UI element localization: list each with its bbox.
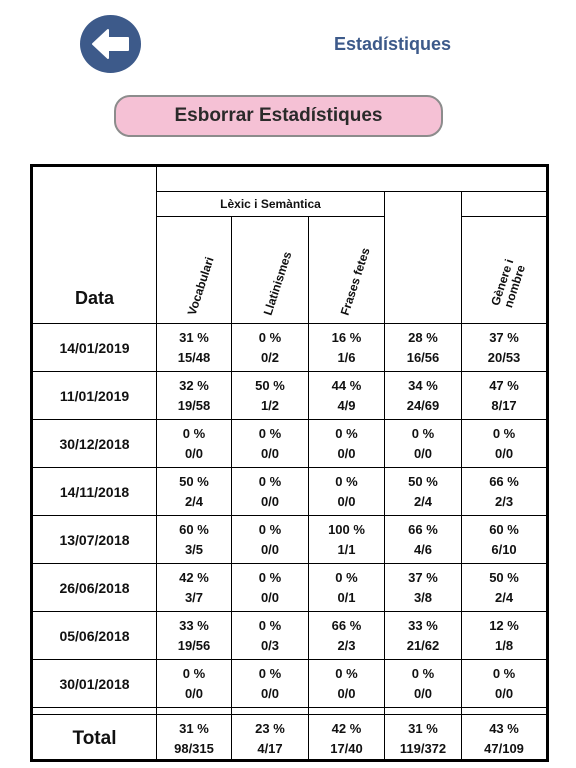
stat-percent: 60 % [489, 521, 519, 537]
stat-ratio: 1/2 [260, 397, 280, 413]
stat-cell [462, 516, 548, 564]
total-cell [157, 715, 232, 761]
stat-ratio: 20/53 [487, 349, 521, 365]
stat-percent: 60 % [179, 521, 209, 537]
row-date: 14/11/2018 [32, 468, 157, 516]
stat-ratio: 2/3 [494, 493, 514, 509]
stat-cell [232, 324, 309, 372]
stat-percent: 0 % [182, 425, 206, 441]
table-row [32, 516, 548, 564]
stat-percent: 0 % [492, 425, 516, 441]
stat-percent: 31 % [179, 329, 209, 345]
stat-ratio: 3/5 [184, 541, 204, 557]
stat-ratio: 0/0 [184, 445, 204, 461]
stat-percent: 47 % [489, 377, 519, 393]
column-header-3 [309, 217, 385, 324]
stat-ratio: 2/4 [413, 493, 433, 509]
column-header-label: Vocabulari [184, 255, 217, 317]
stat-percent: 28 % [408, 329, 438, 345]
stat-percent: 44 % [331, 377, 362, 393]
stat-percent: 33 % [408, 617, 438, 633]
column-header-4 [385, 217, 462, 324]
stat-ratio: 3/8 [413, 589, 433, 605]
stat-cell [309, 372, 385, 420]
table-row [32, 420, 548, 468]
spacer-cell [157, 708, 232, 715]
stat-cell [309, 516, 385, 564]
table-row [32, 660, 548, 708]
column-header-5 [462, 217, 548, 324]
stat-ratio: 4/6 [413, 541, 433, 557]
stat-ratio: 0/0 [260, 685, 280, 701]
total-ratio: 119/372 [399, 741, 447, 756]
stat-percent: 66 % [331, 617, 362, 633]
total-row [32, 715, 548, 761]
stat-percent: 0 % [258, 665, 282, 681]
stat-cell [157, 372, 232, 420]
spacer-cell [232, 708, 309, 715]
stat-percent: 50 % [408, 473, 438, 489]
stat-ratio: 2/4 [184, 493, 204, 509]
stat-ratio: 0/1 [337, 589, 356, 605]
stat-percent: 12 % [489, 617, 519, 633]
group-header-empty [385, 192, 462, 217]
statistics-table [30, 164, 549, 762]
stat-cell [232, 372, 309, 420]
stat-cell [385, 516, 462, 564]
stat-cell [232, 564, 309, 612]
stat-cell [385, 372, 462, 420]
table-spacer [32, 708, 548, 715]
spacer-cell [462, 708, 548, 715]
total-ratio: 17/40 [330, 741, 363, 756]
stat-ratio: 0/0 [413, 685, 433, 701]
stat-cell [462, 420, 548, 468]
stat-cell [232, 612, 309, 660]
table-row [32, 324, 548, 372]
stat-cell [157, 324, 232, 372]
stat-ratio: 0/0 [337, 445, 356, 461]
stat-ratio: 6/10 [491, 541, 517, 557]
stat-cell [157, 420, 232, 468]
total-label: Total [32, 715, 157, 761]
stat-ratio: 0/0 [494, 685, 514, 701]
stat-cell [309, 324, 385, 372]
stat-cell [385, 420, 462, 468]
row-date: 30/01/2018 [32, 660, 157, 708]
date-column-header: Data [32, 166, 157, 324]
total-percent: 42 % [331, 721, 362, 736]
stat-cell [385, 324, 462, 372]
stat-percent: 0 % [335, 425, 358, 441]
row-date: 05/06/2018 [32, 612, 157, 660]
row-date: 13/07/2018 [32, 516, 157, 564]
stat-ratio: 24/69 [406, 397, 440, 413]
stat-percent: 0 % [258, 617, 282, 633]
table-row [32, 468, 548, 516]
total-cell [462, 715, 548, 761]
back-button[interactable] [80, 15, 141, 73]
stat-percent: 0 % [335, 665, 358, 681]
stat-cell [157, 516, 232, 564]
column-header-label: Frases fetes [337, 246, 373, 317]
stat-cell [385, 468, 462, 516]
total-ratio: 47/109 [484, 741, 524, 756]
stat-cell [232, 420, 309, 468]
stat-cell [462, 612, 548, 660]
stat-cell [157, 660, 232, 708]
stat-ratio: 19/56 [177, 637, 211, 653]
stat-cell [462, 564, 548, 612]
stat-cell [462, 372, 548, 420]
stat-cell [385, 564, 462, 612]
stat-percent: 50 % [179, 473, 209, 489]
stat-ratio: 2/4 [494, 589, 514, 605]
stat-ratio: 0/0 [494, 445, 514, 461]
stat-percent: 0 % [182, 665, 206, 681]
stat-percent: 0 % [258, 425, 282, 441]
stat-percent: 0 % [335, 473, 358, 489]
stat-percent: 50 % [255, 377, 285, 393]
table-row [32, 372, 548, 420]
column-header-label: Llatinismes [260, 249, 295, 317]
stat-ratio: 3/7 [184, 589, 204, 605]
stat-percent: 33 % [179, 617, 209, 633]
stat-cell [462, 660, 548, 708]
stat-cell [309, 420, 385, 468]
stat-cell [462, 324, 548, 372]
stat-ratio: 0/3 [260, 637, 280, 653]
stat-cell [157, 564, 232, 612]
total-ratio: 4/17 [257, 741, 283, 756]
stat-ratio: 2/3 [337, 637, 356, 653]
table-row [32, 564, 548, 612]
stat-cell [232, 468, 309, 516]
stat-ratio: 21/62 [406, 637, 440, 653]
stat-cell [309, 660, 385, 708]
stat-ratio: 1/1 [337, 541, 356, 557]
stat-ratio: 0/0 [260, 493, 280, 509]
stat-cell [309, 612, 385, 660]
stat-ratio: 0/0 [337, 493, 356, 509]
total-cell [232, 715, 309, 761]
group-header-empty-2 [462, 192, 548, 217]
row-date: 11/01/2019 [32, 372, 157, 420]
stat-ratio: 0/0 [413, 445, 433, 461]
stat-cell [385, 660, 462, 708]
stat-ratio: 0/0 [260, 589, 280, 605]
total-percent: 23 % [255, 721, 285, 736]
stat-ratio: 1/8 [494, 637, 514, 653]
spacer-cell [385, 708, 462, 715]
stat-cell [309, 564, 385, 612]
stat-ratio: 1/6 [337, 349, 356, 365]
stat-ratio: 0/0 [337, 685, 356, 701]
arrow-left-icon [91, 27, 131, 61]
stat-percent: 42 % [179, 569, 209, 585]
column-header-label: Gènere i nombre [488, 257, 529, 310]
row-date: 30/12/2018 [32, 420, 157, 468]
stat-percent: 16 % [331, 329, 362, 345]
row-date: 14/01/2019 [32, 324, 157, 372]
total-cell [385, 715, 462, 761]
stat-percent: 0 % [492, 665, 516, 681]
total-cell [309, 715, 385, 761]
header-top-band [157, 166, 548, 192]
stat-percent: 0 % [411, 425, 435, 441]
stat-cell [232, 660, 309, 708]
stat-ratio: 4/9 [337, 397, 356, 413]
stat-percent: 0 % [258, 473, 282, 489]
stat-ratio: 0/0 [260, 445, 280, 461]
stat-ratio: 0/0 [260, 541, 280, 557]
stat-percent: 0 % [258, 569, 282, 585]
stat-ratio: 8/17 [491, 397, 517, 413]
stat-percent: 34 % [408, 377, 438, 393]
stat-ratio: 0/0 [184, 685, 204, 701]
stat-cell [385, 612, 462, 660]
total-percent: 43 % [489, 721, 519, 736]
stat-ratio: 19/58 [177, 397, 211, 413]
stat-cell [232, 516, 309, 564]
total-ratio: 98/315 [174, 741, 214, 756]
table-row [32, 612, 548, 660]
stat-percent: 37 % [408, 569, 438, 585]
row-date: 26/06/2018 [32, 564, 157, 612]
stat-cell [157, 612, 232, 660]
total-percent: 31 % [408, 721, 438, 736]
stat-ratio: 0/2 [260, 349, 280, 365]
spacer-cell [32, 708, 157, 715]
stat-cell [309, 468, 385, 516]
stat-percent: 0 % [335, 569, 358, 585]
stat-percent: 50 % [489, 569, 519, 585]
stat-ratio: 16/56 [406, 349, 440, 365]
stat-ratio: 15/48 [177, 349, 211, 365]
stat-percent: 0 % [258, 329, 282, 345]
column-header-1 [157, 217, 232, 324]
page-title: Estadístiques [333, 34, 452, 54]
stat-cell [462, 468, 548, 516]
stat-percent: 66 % [489, 473, 519, 489]
group-header-lexic-semantica: Lèxic i Semàntica [157, 192, 385, 217]
stat-percent: 32 % [179, 377, 209, 393]
total-percent: 31 % [179, 721, 209, 736]
stat-percent: 0 % [258, 521, 282, 537]
column-header-2 [232, 217, 309, 324]
stat-cell [157, 468, 232, 516]
spacer-cell [309, 708, 385, 715]
clear-statistics-button[interactable]: Esborrar Estadístiques [114, 95, 443, 137]
stat-percent: 37 % [489, 329, 519, 345]
stat-percent: 66 % [408, 521, 438, 537]
stat-percent: 100 % [328, 521, 365, 537]
stat-percent: 0 % [411, 665, 435, 681]
